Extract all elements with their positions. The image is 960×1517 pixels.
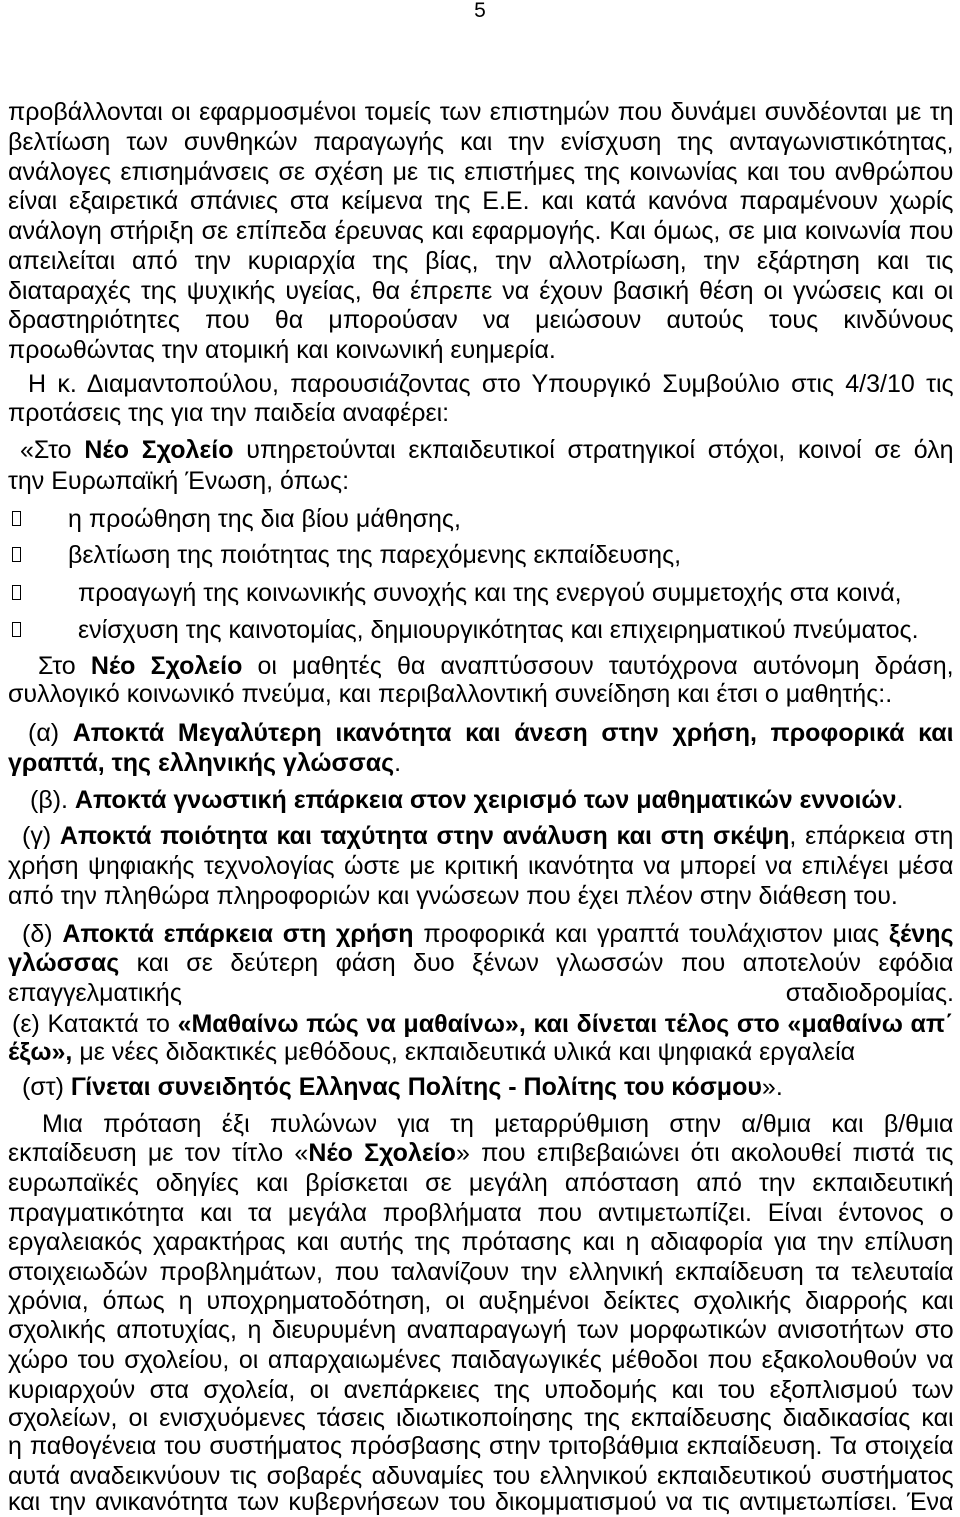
bold-text-run: γλώσσας <box>8 949 120 977</box>
text-run: εργαλειακός χαρακτήρας και αυτής της πρότασης και η αδιαφορία για την επίλυση <box>8 1228 954 1256</box>
text-run: με νέες διδακτικές μεθόδους, εκπαιδευτικά υλικά και ψηφιακά εργαλεία <box>72 1038 856 1066</box>
text-line <box>8 749 954 777</box>
text-line <box>8 306 954 334</box>
line-text <box>8 277 953 305</box>
text-run: εκπαίδευση με τον τίτλο « <box>8 1139 309 1167</box>
text-run: ». <box>761 1073 783 1101</box>
bold-text-run: γραπτά, της ελληνικής γλώσσας <box>8 749 395 777</box>
text-run: ευρωπαϊκές οδηγίες και βρίσκεται σε μεγάλη απόσταση από την εκπαιδευτική <box>8 1169 954 1197</box>
text-run: προωθώντας την ατομική και κοινωνική ευημερία. <box>8 336 556 364</box>
page-number: 5 <box>474 0 486 22</box>
line-text <box>30 786 903 814</box>
text-run: Η κ. Διαμαντοπούλου, παρουσιάζοντας στο Υπουργικό Συμβούλιο στις 4/3/10 τις <box>28 370 954 398</box>
text-line <box>38 652 954 680</box>
line-text <box>8 1404 954 1432</box>
bullet-icon <box>12 622 21 637</box>
text-line <box>22 822 954 850</box>
text-run: » που επιβεβαιώνει ότι ακολουθεί πιστά τις <box>455 1139 954 1167</box>
text-run: συλλογικό κοινωνικό πνεύμα, και περιβαλλοντική συνείδηση και έτσι ο μαθητής:. <box>8 680 893 708</box>
text-run: . <box>394 749 402 777</box>
line-text <box>8 852 953 880</box>
text-run: την Ευρωπαϊκή Ένωση, όπως: <box>8 467 350 495</box>
text-run: Μια πρόταση έξι πυλώνων για τη μεταρρύθμιση στην α/θμια και β/θμια <box>42 1110 954 1138</box>
text-line <box>8 1346 954 1374</box>
bullet-icon <box>12 511 21 526</box>
line-text <box>8 749 401 777</box>
line-text <box>12 1010 953 1038</box>
bold-text-run: Νέο Σχολείο <box>308 1139 456 1167</box>
line-text <box>20 436 954 464</box>
text-line <box>8 1287 954 1315</box>
text-run: πραγματικότητα και τα μεγάλα προβλήματα που αντιμετωπίζει. Είναι έντονος ο <box>8 1199 954 1227</box>
list-item <box>78 616 954 644</box>
text-line <box>22 920 954 948</box>
line-text <box>8 1376 954 1404</box>
line-text <box>8 680 892 708</box>
line-text <box>8 1199 954 1227</box>
text-line <box>8 1199 954 1227</box>
text-line <box>8 852 954 880</box>
bold-text-run: «Μαθαίνω πώς να μαθαίνω», και δίνεται τέλος στο «μαθαίνω απ΄ <box>177 1010 954 1038</box>
text-line <box>8 247 954 275</box>
text-line <box>8 1228 954 1256</box>
line-text <box>8 882 898 910</box>
bullet-icon <box>12 585 21 600</box>
line-text <box>28 370 954 398</box>
text-run: Στο <box>38 652 91 680</box>
text-line <box>8 467 954 495</box>
line-text <box>8 217 953 245</box>
line-text <box>8 1139 953 1167</box>
text-run: από την πληθώρα πληροφοριών και γνώσεων που έχει πλέον στην διάθεση του. <box>8 882 898 910</box>
bold-text-run: Γίνεται συνειδητός Ελληνας Πολίτης - Πολίτης του κόσμου <box>70 1073 762 1101</box>
text-run: προφορικά και γραπτά τουλάχιστον μιας <box>413 920 889 948</box>
text-line <box>8 1488 954 1516</box>
text-run: ενίσχυση της καινοτομίας, δημιουργικότητας και επιχειρηματικού πνεύματος. <box>78 616 919 644</box>
text-line <box>8 98 954 126</box>
text-run: ανάλογες επισημάνσεις σε σχέση με τις επιστήμες της κοινωνίας και του ανθρώπου <box>8 158 954 186</box>
line-text <box>28 719 954 747</box>
text-run: (γ) <box>22 822 60 850</box>
text-line <box>8 336 954 364</box>
text-run: προτάσεις της για την παιδεία αναφέρει: <box>8 399 450 427</box>
line-text <box>8 1038 855 1066</box>
text-run: και σε δεύτερη φάση δυο ξένων γλωσσών που αποτελούν εφόδια <box>119 949 954 977</box>
text-line <box>8 949 954 977</box>
text-line <box>8 1432 954 1460</box>
list-item <box>78 579 954 607</box>
text-line <box>8 217 954 245</box>
text-line <box>8 1258 954 1286</box>
line-text <box>68 505 461 533</box>
bold-text-run: Αποκτά γνωστική επάρκεια στον χειρισμό των μαθηματικών εννοιών <box>74 786 897 814</box>
text-line <box>8 680 954 708</box>
text-line <box>8 1316 954 1344</box>
text-run: (α) <box>28 719 73 747</box>
line-text <box>42 1110 954 1138</box>
line-text <box>8 399 449 427</box>
line-text <box>8 306 954 334</box>
text-run: (στ) <box>22 1073 71 1101</box>
bold-text-run: Νέο Σχολείο <box>90 652 243 680</box>
text-line <box>30 786 954 814</box>
text-run: η προώθηση της δια βίου μάθησης, <box>68 505 461 533</box>
text-run: οι μαθητές θα αναπτύσσουν ταυτόχρονα αυτόνομη δράση, <box>242 652 954 680</box>
text-run: βελτίωση των συνθηκών παραγωγής και την ενίσχυση της ανταγωνιστικότητας, <box>8 128 954 156</box>
line-text <box>8 1432 954 1460</box>
line-text <box>8 187 953 215</box>
list-item <box>68 541 954 569</box>
bold-text-run: Αποκτά ποιότητα και ταχύτητα στην ανάλυση και στη σκέψη <box>59 822 790 850</box>
line-text <box>8 1258 954 1286</box>
text-run: η παθογένεια του συστήματος πρόσβασης στην τριτοβάθμια εκπαίδευση. Τα στοιχεία <box>8 1432 954 1460</box>
text-line <box>12 1010 954 1038</box>
text-run: σχολείων, οι ενισχυόμενες τάσεις ιδιωτικοποίησης της εκπαίδευσης διαδικασίας και <box>8 1404 954 1432</box>
line-text <box>8 949 954 977</box>
text-line <box>8 399 954 427</box>
text-line <box>22 1073 954 1101</box>
text-line <box>20 436 954 464</box>
text-line <box>8 1404 954 1432</box>
text-run: (δ) <box>22 920 63 948</box>
text-line <box>8 882 954 910</box>
text-run: επαγγελματικής σταδιοδρομίας. <box>8 979 954 1007</box>
text-run: ανάλογη στήριξη σε επίπεδα έρευνας και εφαρμογής. Και όμως, σε μια κοινωνία που <box>8 217 954 245</box>
line-text <box>22 1073 783 1101</box>
list-item <box>68 505 954 533</box>
bullet-icon <box>12 547 21 562</box>
text-line <box>28 719 954 747</box>
line-text <box>8 336 556 364</box>
bold-text-run: ξένης <box>888 920 954 948</box>
line-text <box>8 467 349 495</box>
text-run: σχολικής αποτυχίας, η διευρυμένη αναπαραγωγή των μορφωτικών ανισοτήτων στο <box>8 1316 954 1344</box>
line-text <box>78 579 902 607</box>
text-line <box>8 1462 954 1490</box>
text-run: . <box>896 786 904 814</box>
line-text <box>22 822 953 850</box>
text-run: αυτά αναδεικνύουν τις σοβαρές αδυναμίες του ελληνικού εκπαιδευτικού συστήματος <box>8 1462 954 1490</box>
text-line <box>28 370 954 398</box>
text-run: προβάλλονται οι εφαρμοσμένοι τομείς των επιστημών που δυνάμει συνδέονται με τη <box>8 98 954 126</box>
line-text <box>68 541 681 569</box>
text-run: απειλείται από την κυριαρχία της βίας, την αλλοτρίωση, την εξάρτηση και τις <box>8 247 954 275</box>
line-text <box>8 128 954 156</box>
line-text <box>78 616 919 644</box>
line-text <box>8 158 953 186</box>
text-run: είναι εξαιρετικά σπάνιες στα κείμενα της Ε.Ε. και κατά κανόνα παραμένουν χωρίς <box>8 187 954 215</box>
line-text <box>8 1228 953 1256</box>
text-line <box>42 1110 954 1138</box>
line-text <box>8 98 954 126</box>
text-line <box>8 1169 954 1197</box>
text-line <box>8 187 954 215</box>
bold-text-run: Νέο Σχολείο <box>84 436 234 464</box>
text-run: υπηρετούνται εκπαιδευτικοί στρατηγικοί στόχοι, κοινοί σε όλη <box>233 436 954 464</box>
text-line <box>8 979 954 1007</box>
text-run: στοιχειωδών προβλημάτων, που ταλανίζουν την ελληνική εκπαίδευση τα τελευταία <box>8 1258 954 1286</box>
text-run: (β). <box>30 786 75 814</box>
text-run: προαγωγή της κοινωνικής συνοχής και της ενεργού συμμετοχής στα κοινά, <box>78 579 902 607</box>
line-text <box>8 1169 954 1197</box>
text-run: χώρο του σχολείου, οι απαρχαιωμένες παιδαγωγικές μέθοδοι που εξακολουθούν να <box>8 1346 954 1374</box>
text-line <box>8 128 954 156</box>
line-text <box>8 1287 954 1315</box>
text-run: (ε) Κατακτά το <box>12 1010 178 1038</box>
text-line <box>8 158 954 186</box>
text-line <box>8 1139 954 1167</box>
line-text <box>22 920 954 948</box>
text-run: κυριαρχούν στα σχολεία, οι ανεπάρκειες της υποδομής και του εξοπλισμού των <box>8 1376 954 1404</box>
line-text <box>8 1316 954 1344</box>
text-run: διαταραχές της ψυχικής υγείας, θα έπρεπε να έχουν βασική θέση οι γνώσεις και οι <box>8 277 954 305</box>
line-text <box>8 1462 954 1490</box>
text-run: βελτίωση της ποιότητας της παρεχόμενης εκπαίδευσης, <box>68 541 682 569</box>
line-text <box>38 652 954 680</box>
text-line <box>8 277 954 305</box>
text-run: χρόνια, όπως η υποχρηματοδότηση, οι αυξημένοι δείκτες σχολικής διαρροής και <box>8 1287 954 1315</box>
bold-text-run: Αποκτά Μεγαλύτερη ικανότητα και άνεση στην χρήση, προφορικά και <box>72 719 954 747</box>
line-text <box>8 1346 954 1374</box>
text-run: «Στο <box>20 436 85 464</box>
text-run: , επάρκεια στη <box>789 822 954 850</box>
line-text <box>8 1488 954 1516</box>
bold-text-run: έξω», <box>8 1038 73 1066</box>
line-text <box>8 247 953 275</box>
text-run: δραστηριότητες που θα μπορούσαν να μειώσουν αυτούς τους κινδύνους <box>8 306 954 334</box>
text-run: χρήση ψηφιακής τεχνολογίας ώστε με κριτική ικανότητα να μπορεί να επιλέγει μέσα <box>8 852 954 880</box>
text-line <box>8 1376 954 1404</box>
bold-text-run: Αποκτά επάρκεια στη χρήση <box>62 920 414 948</box>
text-line <box>8 1038 954 1066</box>
text-run: και την ανικανότητα των κυβερνήσεων του δικομματισμού να τις αντιμετωπίσει. Ένα <box>8 1488 954 1516</box>
line-text <box>8 979 954 1007</box>
